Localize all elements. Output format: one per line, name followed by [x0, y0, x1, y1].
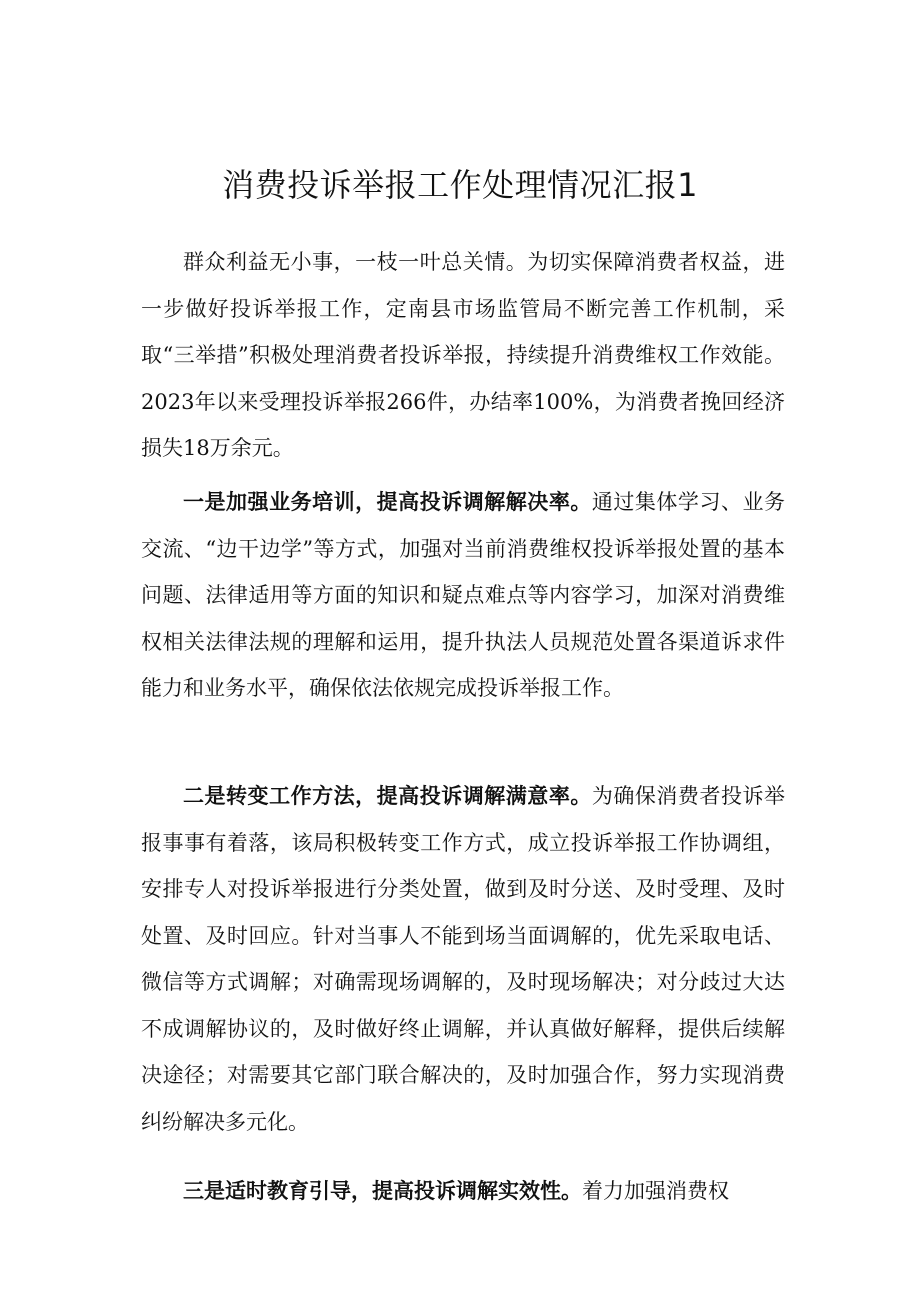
paragraph-lead: 二是转变工作方法，提高投诉调解满意率。	[183, 783, 592, 808]
paragraph-text: 群众利益无小事，一枝一叶总关情。为切实保障消费者权益，进一步做好投诉举报工作，定南县市场监管局不断完善工作机制，采取“三举措”积极处理消费者投诉举报，持续提升消费维权工作效能。2023年以来受理投诉举报266件，办结率100%，为消费者挽回经济损失18万余元。	[141, 250, 785, 460]
paragraph-measure-three	[141, 1168, 785, 1215]
paragraph-intro	[141, 239, 785, 472]
paragraph-lead: 一是加强业务培训，提高投诉调解解决率。	[183, 489, 592, 514]
paragraph-text: 着力加强消费权	[582, 1179, 729, 1203]
paragraph-lead: 三是适时教育引导，提高投诉调解实效性。	[183, 1178, 582, 1203]
paragraph-measure-one	[141, 479, 785, 712]
paragraph-text: 为确保消费者投诉举报事事有着落，该局积极转变工作方式，成立投诉举报工作协调组，安排专人对投诉举报进行分类处置，做到及时分送、及时受理、及时处置、及时回应。针对当事人不能到场当面调解的，优先采取电话、微信等方式调解；对确需现场调解的，及时现场解决；对分歧过大达不成调解协议的，及时做好终止调解，并认真做好解释，提供后续解决途径；对需要其它部门联合解决的，及时加强合作，努力实现消费纠纷解决多元化。	[141, 784, 786, 1134]
document-title: 消费投诉举报工作处理情况汇报1	[222, 166, 698, 205]
paragraph-text: 通过集体学习、业务交流、“边干边学”等方式，加强对当前消费维权投诉举报处置的基本问题、法律适用等方面的知识和疑点难点等内容学习，加深对消费维权相关法律法规的理解和运用，提升执法人员规范处置各渠道诉求件能力和业务水平，确保依法依规完成投诉举报工作。	[141, 490, 786, 700]
paragraph-measure-two	[141, 773, 785, 1145]
